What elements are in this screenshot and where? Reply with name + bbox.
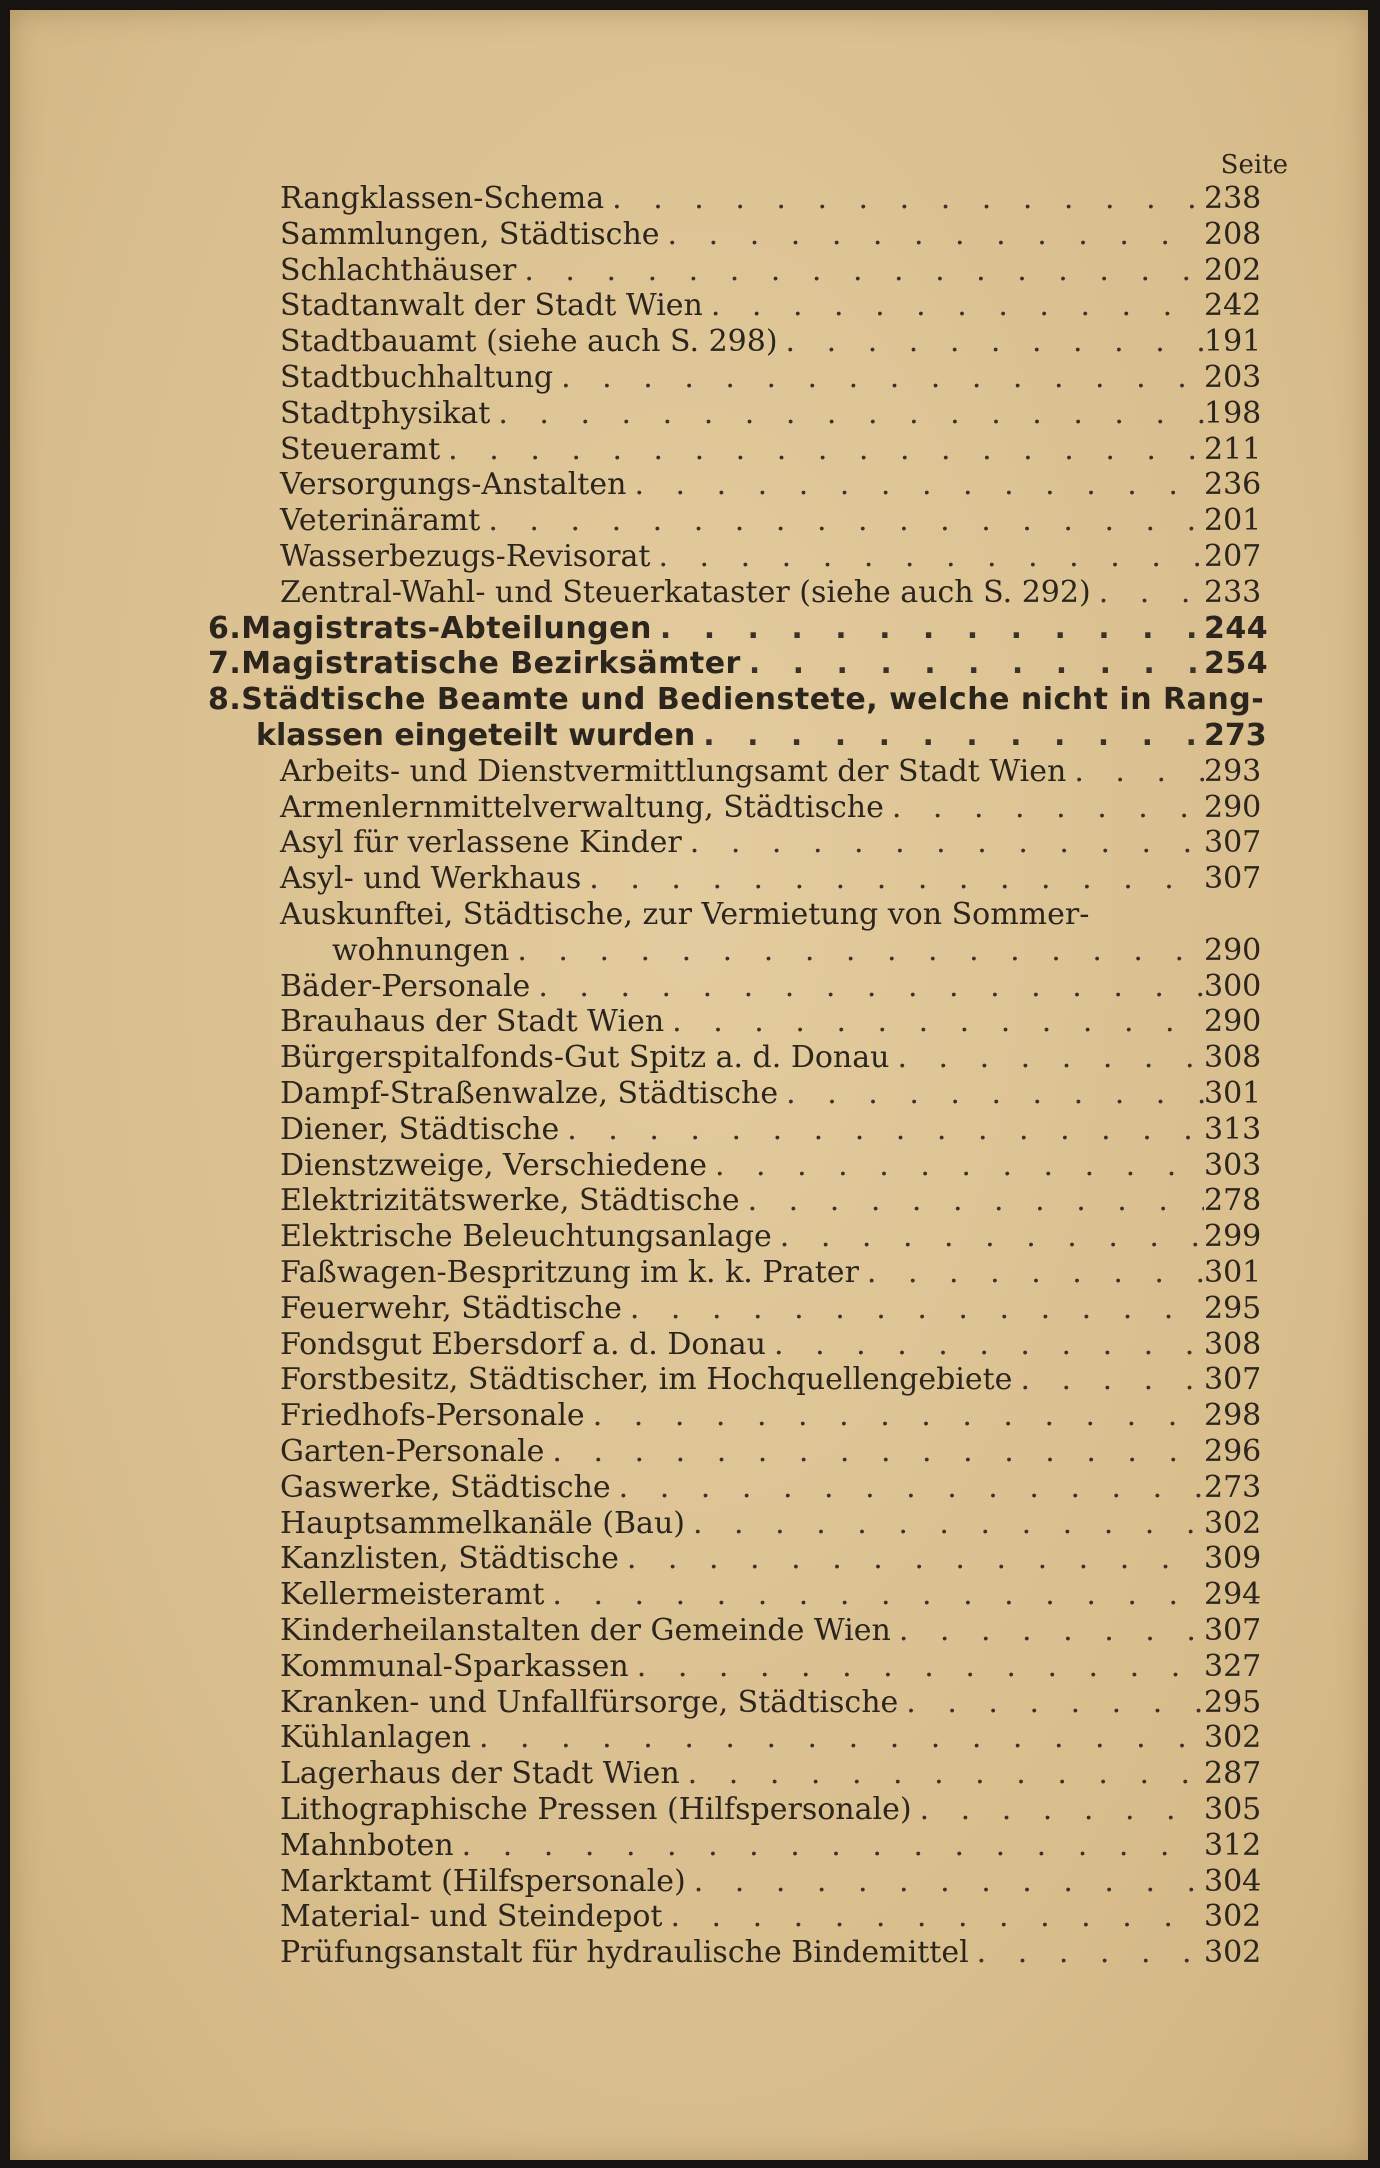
toc-entry <box>280 1039 1262 1075</box>
page-number: 203 <box>1204 360 1262 395</box>
page-number: 301 <box>1204 1255 1262 1290</box>
toc-entry <box>208 681 1265 717</box>
page-number: 313 <box>1204 1112 1262 1147</box>
page-number: 211 <box>1204 432 1262 467</box>
dot-leader <box>471 1720 1204 1755</box>
dot-leader <box>889 1040 1204 1075</box>
page-number: 299 <box>1204 1219 1262 1254</box>
page-number: 308 <box>1204 1040 1262 1075</box>
toc-entry <box>280 1111 1262 1147</box>
page-number: 312 <box>1204 1828 1262 1863</box>
entry-title: Kranken- und Unfallfürsorge, Städtische <box>280 1685 899 1720</box>
entry-title: Prüfungsanstalt für hydraulische Bindemittel <box>280 1935 969 1970</box>
dot-leader <box>898 1685 1204 1720</box>
entry-title: Kühlanlagen <box>280 1720 471 1755</box>
toc-entry <box>280 1469 1262 1505</box>
dot-leader <box>741 646 1204 681</box>
page-number: 296 <box>1204 1434 1262 1469</box>
dot-leader <box>686 1864 1204 1899</box>
dot-leader <box>707 1148 1204 1183</box>
page-number: 290 <box>1204 933 1262 968</box>
entry-title: Elektrizitätswerke, Städtische <box>280 1183 740 1218</box>
entry-title: Bäder-Personale <box>280 969 531 1004</box>
dot-leader <box>884 790 1204 825</box>
entry-title: Dampf-Straßenwalze, Städtische <box>280 1076 779 1111</box>
page-number: 298 <box>1204 1398 1262 1433</box>
dot-leader <box>891 1613 1204 1648</box>
toc-entry <box>280 1898 1262 1934</box>
page-number: 303 <box>1204 1148 1262 1183</box>
toc-entry <box>280 1003 1262 1039</box>
page-number: 242 <box>1204 288 1262 323</box>
dot-leader <box>622 1291 1204 1326</box>
toc-entry <box>280 1147 1262 1183</box>
dot-leader <box>662 1899 1204 1934</box>
entry-title: Arbeits- und Dienstvermittlungsamt der Stadt Wien <box>280 754 1067 789</box>
entry-title: Stadtbuchhaltung <box>280 360 554 395</box>
dot-leader <box>969 1935 1204 1970</box>
page-number: 307 <box>1204 1613 1262 1648</box>
page-number: 208 <box>1204 217 1262 252</box>
entry-title: Marktamt (Hilfspersonale) <box>280 1864 686 1899</box>
dot-leader <box>682 825 1204 860</box>
page-number: 302 <box>1204 1899 1262 1934</box>
entry-title: Rangklassen-Schema <box>280 181 605 216</box>
entry-title: Kinderheilanstalten der Gemeinde Wien <box>280 1613 891 1648</box>
toc-entry <box>280 1326 1262 1362</box>
page-number: 295 <box>1204 1291 1262 1326</box>
page-number: 202 <box>1204 253 1262 288</box>
toc-entry <box>280 1934 1262 1970</box>
dot-leader <box>544 1434 1204 1469</box>
entry-title: Steueramt <box>280 432 441 467</box>
entry-title: Stadtbauamt (siehe auch S. 298) <box>280 324 778 359</box>
toc-entry <box>280 1648 1262 1684</box>
entry-title: Asyl- und Werkhaus <box>280 861 582 896</box>
page-number: 293 <box>1204 754 1262 789</box>
toc-entry <box>280 502 1262 538</box>
entry-title: Städtische Beamte und Bedienstete, welche nicht in Rang- <box>241 682 1265 717</box>
page-number: 273 <box>1204 718 1267 753</box>
page-number: 307 <box>1204 1362 1262 1397</box>
page-number: 198 <box>1204 396 1262 431</box>
entry-title: Faßwagen-Bespritzung im k. k. Prater <box>280 1255 859 1290</box>
entry-title: Zentral-Wahl- und Steuerkataster (siehe auch S. 292) <box>280 575 1091 610</box>
toc-entry <box>280 180 1262 216</box>
section-number: 7. <box>208 646 242 681</box>
page-number: 254 <box>1204 646 1269 681</box>
dot-leader <box>1012 1362 1204 1397</box>
toc-entry <box>280 824 1262 860</box>
entry-title: Asyl für verlassene Kinder <box>280 825 682 860</box>
dot-leader <box>664 1004 1204 1039</box>
dot-leader <box>509 933 1204 968</box>
page-number: 287 <box>1204 1756 1262 1791</box>
toc-entry <box>280 323 1262 359</box>
toc-entry <box>280 1612 1262 1648</box>
dot-leader <box>604 181 1204 216</box>
dot-leader <box>454 1828 1204 1863</box>
entry-title: Wasserbezugs-Revisorat <box>280 539 651 574</box>
toc-entry <box>280 1254 1262 1290</box>
dot-leader <box>685 1506 1204 1541</box>
page-number: 236 <box>1204 467 1262 502</box>
page-column-header: Seite <box>1220 150 1288 180</box>
entry-title: Mahnboten <box>280 1828 454 1863</box>
toc-entry <box>280 1218 1262 1254</box>
dot-leader <box>652 611 1204 646</box>
page-number: 307 <box>1204 861 1262 896</box>
dot-leader <box>912 1792 1204 1827</box>
toc-entry <box>280 1397 1262 1433</box>
dot-leader <box>553 360 1204 395</box>
toc-entry <box>280 896 1258 932</box>
entry-title: Armenlernmittelverwaltung, Städtische <box>280 790 884 825</box>
page-number: 273 <box>1204 1470 1262 1505</box>
toc-entry <box>280 860 1262 896</box>
page-number: 295 <box>1204 1685 1262 1720</box>
entry-title: Auskunftei, Städtische, zur Vermietung von Sommer- <box>280 897 1090 932</box>
entry-title: Kellermeisteramt <box>280 1577 545 1612</box>
entry-title: Dienstzweige, Verschiedene <box>280 1148 707 1183</box>
toc-entry <box>280 1863 1262 1899</box>
dot-leader <box>740 1183 1204 1218</box>
page-number: 244 <box>1204 611 1269 646</box>
entry-title: Fondsgut Ebersdorf a. d. Donau <box>280 1327 766 1362</box>
toc-entry <box>280 753 1262 789</box>
dot-leader <box>619 1541 1204 1576</box>
dot-leader <box>530 969 1204 1004</box>
dot-leader <box>1066 754 1204 789</box>
page-number: 302 <box>1204 1935 1262 1970</box>
table-of-contents <box>10 10 1368 2160</box>
page-number: 308 <box>1204 1327 1262 1362</box>
page-number: 307 <box>1204 825 1262 860</box>
entry-title: Stadtanwalt der Stadt Wien <box>280 288 703 323</box>
page-number: 278 <box>1204 1183 1262 1218</box>
page-number: 301 <box>1204 1076 1262 1111</box>
entry-title: wohnungen <box>332 933 510 968</box>
entry-title: Forstbesitz, Städtischer, im Hochquellengebiete <box>280 1362 1013 1397</box>
section-number: 6. <box>208 611 242 646</box>
entry-title: Friedhofs-Personale <box>280 1398 585 1433</box>
toc-entry <box>280 968 1262 1004</box>
toc-entry <box>280 1719 1262 1755</box>
dot-leader <box>629 1649 1204 1684</box>
entry-title: Bürgerspitalfonds-Gut Spitz a. d. Donau <box>280 1040 890 1075</box>
entry-title: Brauhaus der Stadt Wien <box>280 1004 665 1039</box>
dot-leader <box>516 253 1204 288</box>
page-number: 300 <box>1204 969 1262 1004</box>
dot-leader <box>544 1577 1204 1612</box>
toc-entry <box>280 574 1262 610</box>
page-number: 290 <box>1204 790 1262 825</box>
entry-title: Lithographische Pressen (Hilfspersonale) <box>280 1792 912 1827</box>
entry-title: Veterinäramt <box>280 503 481 538</box>
toc-entry <box>280 1827 1262 1863</box>
page-number: 302 <box>1204 1506 1262 1541</box>
dot-leader <box>585 1398 1204 1433</box>
toc-entry <box>280 1361 1262 1397</box>
entry-title: Elektrische Beleuchtungsanlage <box>280 1219 772 1254</box>
entry-title: Garten-Personale <box>280 1434 545 1469</box>
page-number: 304 <box>1204 1864 1262 1899</box>
dot-leader <box>440 432 1204 467</box>
dot-leader <box>703 288 1204 323</box>
entry-title: Kanzlisten, Städtische <box>280 1541 619 1576</box>
toc-entry <box>280 216 1262 252</box>
page-number: 238 <box>1204 181 1262 216</box>
toc-entry <box>332 932 1262 968</box>
toc-entry <box>280 1182 1262 1218</box>
page-number: 327 <box>1204 1649 1262 1684</box>
toc-entry <box>280 466 1262 502</box>
entry-title: klassen eingeteilt wurden <box>256 718 696 753</box>
dot-leader <box>778 1076 1204 1111</box>
entry-title: Material- und Steindepot <box>280 1899 663 1934</box>
page-number: 207 <box>1204 539 1262 574</box>
toc-entry <box>280 359 1262 395</box>
dot-leader <box>611 1470 1204 1505</box>
page-number: 201 <box>1204 503 1262 538</box>
entry-title: Hauptsammelkanäle (Bau) <box>280 1506 685 1541</box>
toc-entry <box>280 1791 1262 1827</box>
dot-leader <box>660 217 1204 252</box>
page-number: 294 <box>1204 1577 1262 1612</box>
dot-leader <box>581 861 1204 896</box>
page-number: 302 <box>1204 1720 1262 1755</box>
dot-leader <box>559 1112 1204 1147</box>
section-number: 8. <box>208 682 242 717</box>
toc-entry <box>280 1755 1262 1791</box>
dot-leader <box>1091 575 1204 610</box>
dot-leader <box>626 467 1204 502</box>
page-number: 309 <box>1204 1541 1262 1576</box>
toc-entry <box>280 1576 1262 1612</box>
toc-entry <box>280 1540 1262 1576</box>
book-page <box>10 10 1368 2160</box>
entry-title: Magistratische Bezirksämter <box>241 646 741 681</box>
dot-leader <box>695 718 1204 753</box>
entry-title: Schlachthäuser <box>280 253 517 288</box>
entry-title: Stadtphysikat <box>280 396 491 431</box>
page-number: 290 <box>1204 1004 1262 1039</box>
toc-entry <box>280 395 1262 431</box>
dot-leader <box>490 396 1204 431</box>
toc-entry <box>280 1505 1262 1541</box>
entry-title: Gaswerke, Städtische <box>280 1470 611 1505</box>
dot-leader <box>859 1255 1204 1290</box>
entry-title: Diener, Städtische <box>280 1112 560 1147</box>
dot-leader <box>480 503 1204 538</box>
entry-title: Magistrats-Abteilungen <box>241 611 652 646</box>
toc-entry <box>256 717 1267 753</box>
toc-entry <box>280 252 1262 288</box>
toc-entry <box>280 1290 1262 1326</box>
dot-leader <box>766 1327 1204 1362</box>
toc-entry <box>280 538 1262 574</box>
toc-entry <box>280 1433 1262 1469</box>
toc-entry <box>280 287 1262 323</box>
dot-leader <box>772 1219 1204 1254</box>
entry-title: Kommunal-Sparkassen <box>280 1649 629 1684</box>
dot-leader <box>680 1756 1204 1791</box>
entry-title: Lagerhaus der Stadt Wien <box>280 1756 680 1791</box>
page-number: 233 <box>1204 575 1262 610</box>
page-number: 305 <box>1204 1792 1262 1827</box>
dot-leader <box>650 539 1204 574</box>
toc-entry <box>208 610 1269 646</box>
toc-entry <box>280 1075 1262 1111</box>
entry-title: Sammlungen, Städtische <box>280 217 660 252</box>
toc-entry <box>208 645 1269 681</box>
entry-title: Feuerwehr, Städtische <box>280 1291 622 1326</box>
toc-entry <box>280 431 1262 467</box>
toc-entry <box>280 789 1262 825</box>
toc-entry <box>280 1684 1262 1720</box>
dot-leader <box>778 324 1204 359</box>
page-number: 191 <box>1204 324 1262 359</box>
entry-title: Versorgungs-Anstalten <box>280 467 627 502</box>
